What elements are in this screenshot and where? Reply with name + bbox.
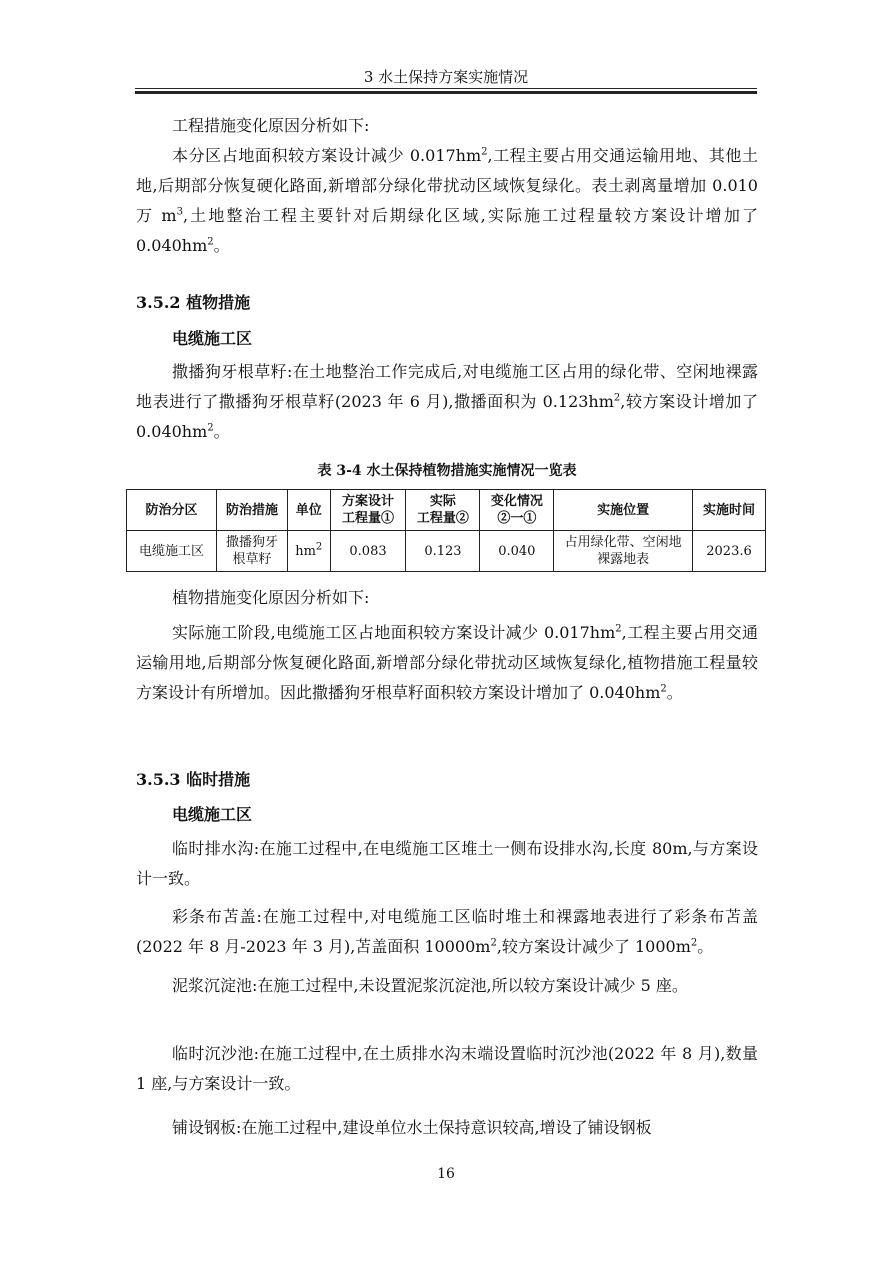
- paragraph-mud-tank: 泥浆沉淀池:在施工过程中,未设置泥浆沉淀池,所以较方案设计减少 5 座。: [172, 976, 688, 995]
- zone-heading-cable: 电缆施工区: [172, 329, 253, 348]
- section-heading-3-5-2: 3.5.2 植物措施: [136, 293, 251, 312]
- col-header-actual: 实际 工程量②: [406, 490, 480, 531]
- cell-measure: 撒播狗牙 根草籽: [217, 531, 288, 572]
- running-header: 3 水土保持方案实施情况: [363, 68, 529, 86]
- header-rule-thick: [135, 91, 757, 94]
- table-header-row: [127, 490, 766, 531]
- paragraph-settling-basin: 临时沉沙池:在施工过程中,在土质排水沟末端设置临时沉沙池(2022 年 8 月),数量 1 座,与方案设计一致。: [136, 1044, 758, 1093]
- col-header-unit: 单位: [288, 490, 331, 531]
- paragraph-vegetation-intro: 植物措施变化原因分析如下:: [172, 588, 370, 607]
- cell-time: 2023.6: [693, 531, 766, 572]
- paragraph-engineering-intro: 工程措施变化原因分析如下:: [172, 116, 370, 135]
- paragraph-tarp-cover: 彩条布苫盖:在施工过程中,对电缆施工区临时堆土和裸露地表进行了彩条布苫盖(2022 年 8 月-2023 年 3 月),苫盖面积 $10000m^2$,较方案设计减少了 $1000m^2$。: [136, 907, 758, 956]
- cell-location: 占用绿化带、空闲地 裸露地表: [554, 531, 693, 572]
- paragraph-seeding: 撒播狗牙根草籽:在土地整治工作完成后,对电缆施工区占用的绿化带、空闲地裸露地表进行了撒播狗牙根草籽(2023 年 6 月),撒播面积为 $0.123hm^2$,较方案设计增加了 $0.040hm^2$。: [136, 362, 758, 441]
- cell-actual: 0.123: [406, 531, 480, 572]
- paragraph-vegetation-analysis: 实际施工阶段,电缆施工区占地面积较方案设计减少 $0.017hm^2$,工程主要占用交通运输用地,后期部分恢复硬化路面,新增部分绿化带扰动区域恢复绿化,植物措施工程量较方案设计有所增加。因此撒播狗牙根草籽面积较方案设计增加了 $0.040hm^2$。: [136, 623, 758, 702]
- paragraph-drainage-ditch: 临时排水沟:在施工过程中,在电缆施工区堆土一侧布设排水沟,长度 80m,与方案设计一致。: [136, 839, 758, 888]
- table-caption: 表 3-4 水土保持植物措施实施情况一览表: [317, 463, 577, 479]
- paragraph-steel-plate: 铺设钢板:在施工过程中,建设单位水土保持意识较高,增设了铺设钢板: [172, 1118, 652, 1137]
- col-header-measure: 防治措施: [217, 490, 288, 531]
- table-row: [127, 531, 766, 572]
- cell-zone: 电缆施工区: [127, 531, 217, 572]
- paragraph-engineering-analysis: 本分区占地面积较方案设计减少 $0.017hm^2$,工程主要占用交通运输用地、其他土地,后期部分恢复硬化路面,新增部分绿化带扰动区域恢复绿化。表土剥离量增加 0.010 万 $m^3$,土地整治工程主要针对后期绿化区域,实际施工过程量较方案设计增加了 $0.040hm^2$。: [136, 146, 758, 255]
- col-header-planned: 方案设计 工程量①: [330, 490, 406, 531]
- col-header-zone: 防治分区: [127, 490, 217, 531]
- page-number: 16: [437, 1166, 455, 1182]
- vegetation-measures-table: [126, 489, 766, 572]
- cell-unit: $hm^2$: [288, 531, 331, 572]
- cell-change: 0.040: [480, 531, 554, 572]
- cell-planned: 0.083: [330, 531, 406, 572]
- section-heading-3-5-3: 3.5.3 临时措施: [136, 770, 251, 789]
- col-header-location: 实施位置: [554, 490, 693, 531]
- col-header-change: 变化情况 ②一①: [480, 490, 554, 531]
- col-header-time: 实施时间: [693, 490, 766, 531]
- header-rule-thin: [135, 88, 757, 89]
- zone-heading-cable-temporary: 电缆施工区: [172, 805, 253, 824]
